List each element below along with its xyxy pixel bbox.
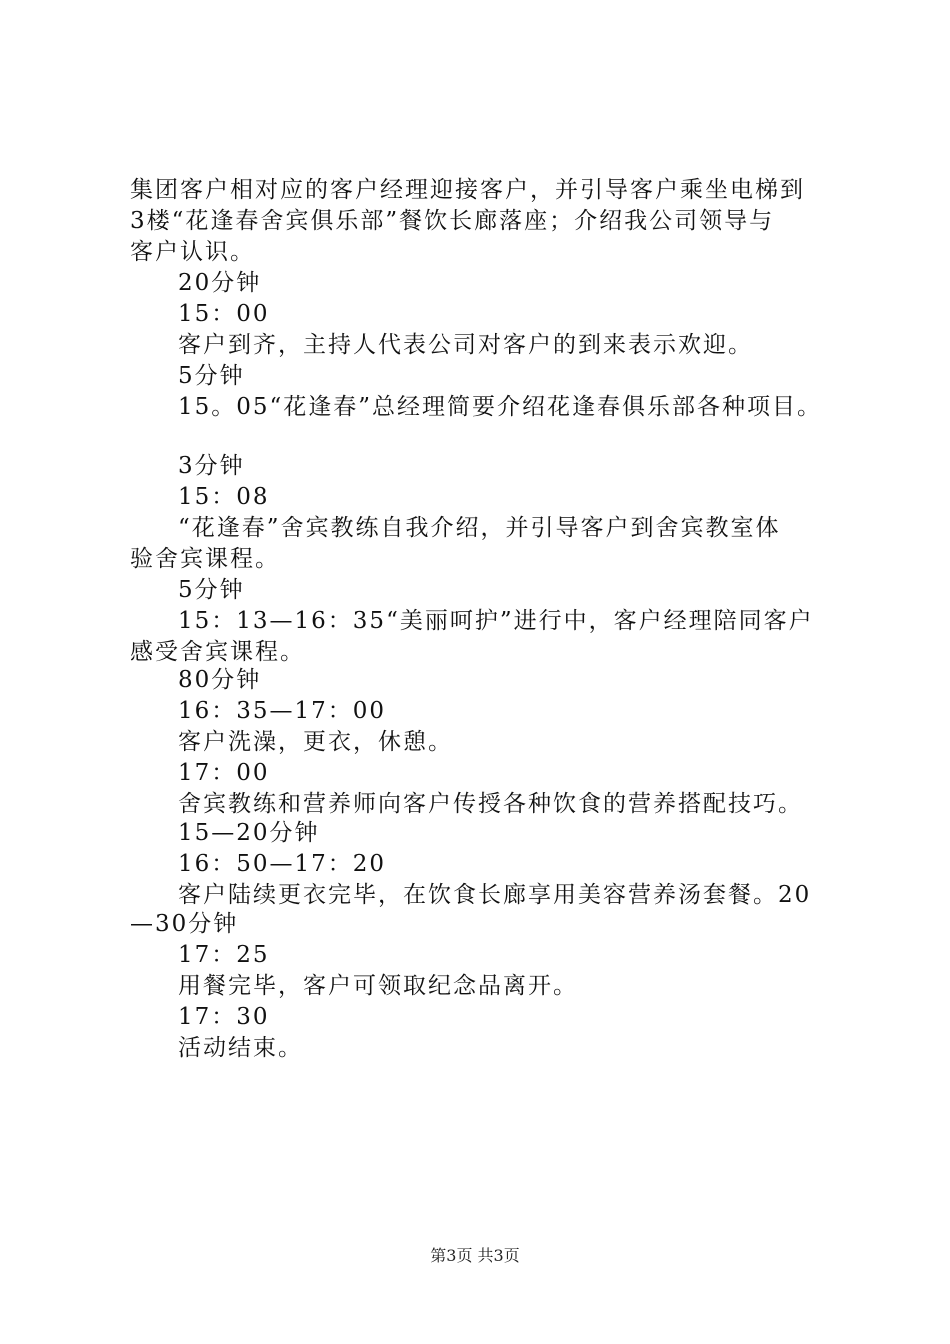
text-line: 感受舍宾课程。 [130,639,305,665]
text-line: 17：30 [178,1004,270,1030]
text-line: 3分钟 [178,453,245,479]
text-line: 15：00 [178,301,270,327]
text-line: 验舍宾课程。 [130,546,280,572]
text-line: 16：50—17：20 [178,851,387,877]
text-line: 80分钟 [178,667,262,693]
text-line: 活动结束。 [178,1035,303,1061]
text-line: 3楼“花逢春舍宾俱乐部”餐饮长廊落座；介绍我公司领导与 [130,208,775,234]
text-line: 17：25 [178,942,270,968]
text-line: 客户洗澡，更衣，休憩。 [178,729,453,755]
text-line: 客户认识。 [130,239,255,265]
text-line: 15—20分钟 [178,820,320,846]
text-line: 舍宾教练和营养师向客户传授各种饮食的营养搭配技巧。 [178,791,803,817]
text-line: 15：13—16：35“美丽呵护”进行中，客户经理陪同客户 [178,608,814,634]
page-footer: 第3页 共3页 [430,1246,520,1265]
text-line: 客户陆续更衣完毕，在饮食长廊享用美容营养汤套餐。20 [178,882,812,908]
text-line: 用餐完毕，客户可领取纪念品离开。 [178,973,578,999]
text-line: 15：08 [178,484,270,510]
text-line: 15。05“花逢春”总经理简要介绍花逢春俱乐部各种项目。 [178,394,823,420]
text-line: 17：00 [178,760,270,786]
text-line: “花逢春”舍宾教练自我介绍，并引导客户到舍宾教室体 [178,515,781,541]
text-line: 集团客户相对应的客户经理迎接客户，并引导客户乘坐电梯到 [130,177,805,203]
text-line: 5分钟 [178,363,245,389]
text-line: 16：35—17：00 [178,698,387,724]
text-line: 20分钟 [178,270,262,296]
text-line: —30分钟 [130,911,239,937]
text-line: 客户到齐，主持人代表公司对客户的到来表示欢迎。 [178,332,753,358]
text-line: 5分钟 [178,577,245,603]
